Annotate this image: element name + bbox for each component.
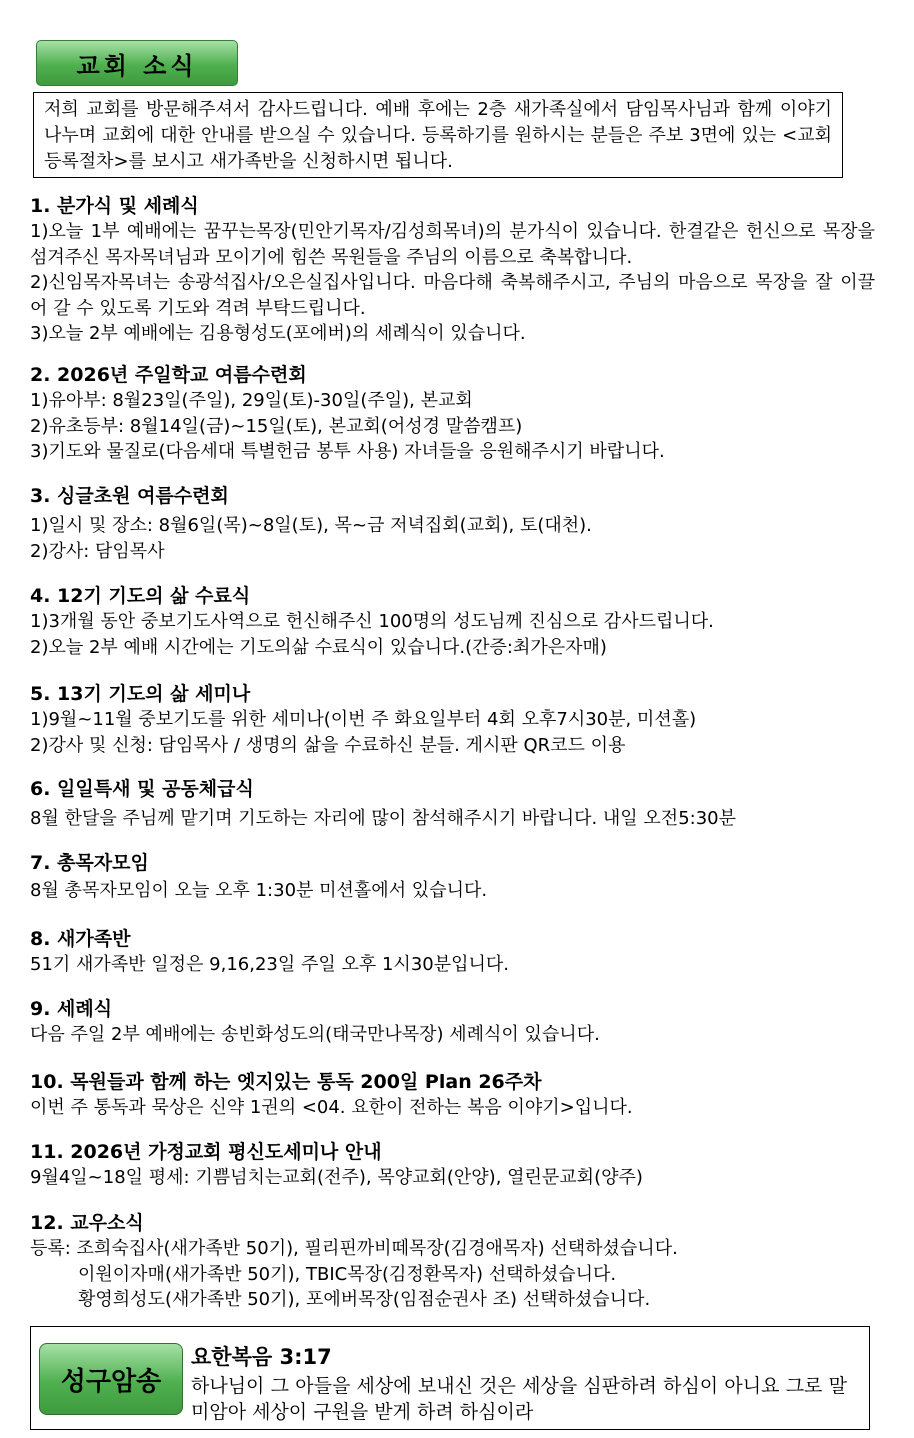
section-line: 51기 새가족반 일정은 9,16,23일 주일 오후 1시30분입니다. bbox=[30, 954, 509, 975]
section-line: 1)유아부: 8월23일(주일), 29일(토)-30일(주일), 본교회 bbox=[30, 390, 473, 411]
section-line: 황영희성도(새가족반 50기), 포에버목장(임점순권사 조) 선택하셨습니다. bbox=[78, 1289, 651, 1310]
welcome-notice: 저희 교회를 방문해주셔서 감사드립니다. 예배 후에는 2층 새가족실에서 담임목사님과 함께 이야기 나누며 교회에 대한 안내를 받으실 수 있습니다. 등록하기를 원하시는 분들은 주보 3면에 있는 <교회등록절차>를 보시고 새가족반을 신청하시면 됩니다. bbox=[33, 92, 843, 178]
section-line: 이번 주 통독과 묵상은 신약 1권의 <04. 요한이 전하는 복음 이야기>입니다. bbox=[30, 1097, 633, 1118]
section-line: 이원이자매(새가족반 50기), TBIC목장(김정환목자) 선택하셨습니다. bbox=[78, 1263, 617, 1285]
news-section-3 bbox=[30, 483, 875, 564]
news-section-6 bbox=[30, 776, 875, 832]
news-section-8 bbox=[30, 926, 875, 978]
section-line: 2)유초등부: 8월14일(금)~15일(토), 본교회(어성경 말씀캠프) bbox=[30, 415, 523, 437]
section-title: 4. 12기 기도의 삶 수료식 bbox=[30, 585, 251, 607]
news-section-4 bbox=[30, 583, 875, 660]
section-title: 6. 일일특새 및 공동체급식 bbox=[30, 778, 254, 800]
section-line: 2)오늘 2부 예배 시간에는 기도의삶 수료식이 있습니다.(간증:최가은자매) bbox=[30, 636, 607, 658]
memory-verse-box bbox=[30, 1326, 870, 1430]
section-line: 1)오늘 1부 예배에는 꿈꾸는목장(민안기목자/김성희목녀)의 분가식이 있습니다. 한결같은 헌신으로 목장을 섬겨주신 목자목녀님과 모이기에 힘쓴 목원들을 주님의 이름으로 축복합니다. bbox=[30, 221, 875, 268]
section-line: 9월4일~18일 평세: 기쁨넘치는교회(전주), 목양교회(안양), 열린문교회(양주) bbox=[30, 1167, 643, 1188]
memory-verse-badge bbox=[39, 1343, 183, 1415]
news-section-5 bbox=[30, 681, 875, 758]
section-line: 1)일시 및 장소: 8월6일(목)~8일(토), 목~금 저녁집회(교회), 토(대천). bbox=[30, 515, 592, 536]
section-title: 5. 13기 기도의 삶 세미나 bbox=[30, 683, 251, 705]
section-line: 3)오늘 2부 예배에는 김용형성도(포에버)의 세례식이 있습니다. bbox=[30, 323, 526, 344]
section-line: 2)강사: 담임목사 bbox=[30, 540, 165, 562]
section-title: 8. 새가족반 bbox=[30, 928, 131, 950]
section-line: 1)9월~11월 중보기도를 위한 세미나(이번 주 화요일부터 4회 오후7시30분, 미션홀) bbox=[30, 709, 697, 730]
news-section-1 bbox=[30, 193, 875, 347]
header-title: 교회 소식 bbox=[76, 51, 198, 80]
section-line: 등록: 조희숙집사(새가족반 50기), 필리핀까비떼목장(김경애목자) 선택하셨습니다. bbox=[30, 1238, 678, 1259]
news-section-11 bbox=[30, 1139, 875, 1191]
news-section-7 bbox=[30, 850, 875, 904]
section-title: 7. 총목자모임 bbox=[30, 852, 149, 874]
news-section-2 bbox=[30, 362, 875, 465]
section-title: 10. 목원들과 함께 하는 엣지있는 통독 200일 Plan 26주차 bbox=[30, 1071, 542, 1093]
section-line: 8월 한달을 주님께 맡기며 기도하는 자리에 많이 참석해주시기 바랍니다. 내일 오전5:30분 bbox=[30, 808, 736, 829]
section-title: 9. 세례식 bbox=[30, 998, 113, 1020]
verse-text: 하나님이 그 아들을 세상에 보내신 것은 세상을 심판하려 하심이 아니요 그로 말미암아 세상이 구원을 받게 하려 하심이라 bbox=[191, 1375, 847, 1423]
section-line: 다음 주일 2부 예배에는 송빈화성도의(태국만나목장) 세례식이 있습니다. bbox=[30, 1024, 600, 1045]
section-title: 2. 2026년 주일학교 여름수련회 bbox=[30, 364, 307, 386]
section-title: 12. 교우소식 bbox=[30, 1212, 144, 1234]
news-section-9 bbox=[30, 996, 875, 1048]
section-line: 8월 총목자모임이 오늘 오후 1:30분 미션홀에서 있습니다. bbox=[30, 880, 488, 901]
section-line: 2)신임목자목녀는 송광석집사/오은실집사입니다. 마음다해 축복해주시고, 주님의 마음으로 목장을 잘 이끌어 갈 수 있도록 기도와 격려 부탁드립니다. bbox=[30, 272, 875, 319]
news-section-10 bbox=[30, 1069, 875, 1121]
section-title: 3. 싱글초원 여름수련회 bbox=[30, 485, 229, 507]
news-section-12 bbox=[30, 1210, 875, 1313]
section-line: 3)기도와 물질로(다음세대 특별헌금 봉투 사용) 자녀들을 응원해주시기 바랍니다. bbox=[30, 441, 665, 462]
church-news-header bbox=[36, 40, 238, 86]
section-title: 1. 분가식 및 세례식 bbox=[30, 195, 199, 217]
memory-verse-badge-label: 성구암송 bbox=[60, 1366, 162, 1397]
section-line: 1)3개월 동안 중보기도사역으로 헌신해주신 100명의 성도님께 진심으로 감사드립니다. bbox=[30, 611, 714, 632]
verse-reference: 요한복음 3:17 bbox=[191, 1345, 332, 1369]
section-line: 2)강사 및 신청: 담임목사 / 생명의 삶을 수료하신 분들. 게시판 QR코드 이용 bbox=[30, 734, 626, 756]
section-title: 11. 2026년 가정교회 평신도세미나 안내 bbox=[30, 1141, 382, 1163]
